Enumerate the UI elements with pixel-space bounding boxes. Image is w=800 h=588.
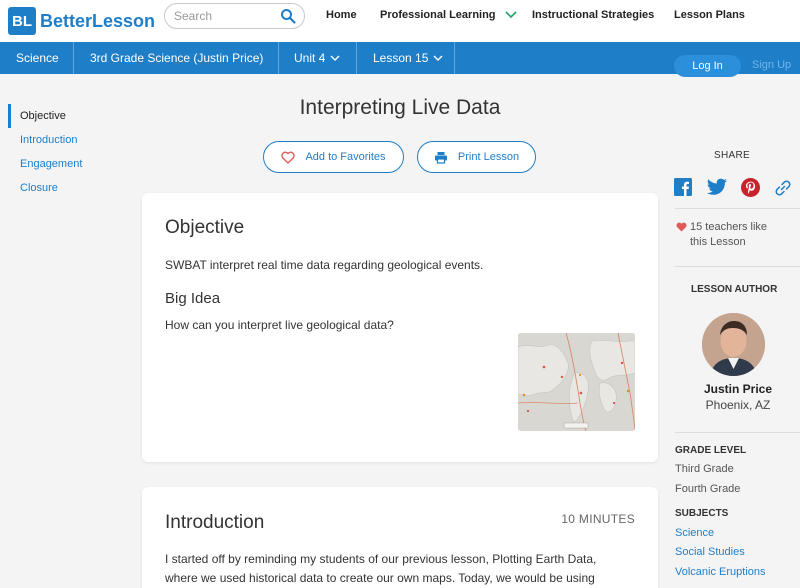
breadcrumb-course[interactable]: 3rd Grade Science (Justin Price) (90, 51, 264, 65)
big-idea-text: How can you interpret live geological data? (165, 318, 394, 332)
section-nav-closure[interactable]: Closure (20, 182, 58, 194)
lesson-author-heading: LESSON AUTHOR (691, 284, 778, 295)
share-label: SHARE (714, 150, 750, 161)
logo-mark: BL (8, 7, 36, 35)
sidebar-divider (675, 208, 800, 209)
nav-instructional-strategies[interactable]: Instructional Strategies (532, 9, 655, 21)
signup-link[interactable]: Sign Up (752, 59, 792, 71)
add-to-favorites-button[interactable] (263, 141, 404, 173)
chevron-down-icon (330, 54, 340, 62)
facebook-icon[interactable] (674, 178, 692, 196)
heart-icon (281, 151, 295, 164)
nav-professional-learning-label: Professional Learning (380, 9, 496, 21)
grade-level-heading: GRADE LEVEL (675, 445, 747, 456)
section-nav-introduction[interactable]: Introduction (20, 134, 78, 146)
subject-link[interactable]: Science (675, 527, 715, 539)
author-name[interactable]: Justin Price (703, 382, 773, 396)
introduction-card (142, 487, 658, 588)
world-map-image (518, 333, 635, 431)
section-nav (8, 104, 82, 200)
breadcrumb-lesson[interactable] (373, 42, 443, 74)
printer-icon (434, 151, 448, 164)
big-idea-heading: Big Idea (165, 290, 221, 307)
introduction-text-line-2: where we used historical data to create our own maps. Today, we would be using (165, 571, 595, 585)
objective-heading: Objective (165, 217, 245, 238)
likes-count (676, 220, 767, 250)
print-lesson-label: Print Lesson (457, 151, 520, 163)
breadcrumb-subject[interactable]: Science (16, 51, 59, 65)
breadcrumb-divider (278, 42, 279, 74)
grade-level-item: Fourth Grade (675, 483, 741, 495)
add-to-favorites-label: Add to Favorites (305, 151, 386, 163)
introduction-duration: 10 MINUTES (561, 512, 635, 526)
logo-wordmark: BetterLesson (40, 10, 156, 31)
author-location: Phoenix, AZ (705, 398, 771, 412)
chevron-down-icon (504, 10, 518, 20)
subject-link[interactable]: Social Studies (675, 546, 745, 558)
login-button[interactable]: Log In (674, 55, 741, 77)
search-icon[interactable] (280, 8, 296, 24)
breadcrumb-unit[interactable] (294, 42, 340, 74)
likes-line-2: this Lesson (690, 236, 746, 248)
nav-lesson-plans[interactable]: Lesson Plans (674, 9, 745, 21)
introduction-text-line-1: I started off by reminding my students of our previous lesson, Plotting Earth Data, (165, 552, 597, 566)
objective-card (142, 193, 658, 462)
chevron-down-icon (433, 54, 443, 62)
grade-level-item: Third Grade (675, 463, 734, 475)
introduction-heading: Introduction (165, 512, 265, 533)
breadcrumb-unit-label: Unit 4 (294, 51, 326, 65)
brand-logo[interactable] (8, 7, 155, 35)
search-input[interactable] (174, 9, 274, 23)
print-lesson-button[interactable] (417, 141, 536, 173)
breadcrumb-lesson-label: Lesson 15 (373, 51, 429, 65)
section-nav-objective[interactable]: Objective (8, 104, 82, 128)
breadcrumb-divider (356, 42, 357, 74)
author-avatar[interactable] (702, 313, 765, 376)
nav-professional-learning[interactable] (380, 0, 518, 30)
likes-line-1: 15 teachers like (690, 221, 768, 233)
objective-text: SWBAT interpret real time data regarding geological events. (165, 258, 484, 272)
lesson-thumbnail-map[interactable] (518, 333, 635, 431)
nav-home[interactable]: Home (326, 9, 357, 21)
search-box[interactable] (164, 3, 305, 29)
subject-link[interactable]: Volcanic Eruptions (675, 566, 766, 578)
author-photo (702, 313, 765, 376)
breadcrumb-divider (454, 42, 455, 74)
breadcrumb-divider (73, 42, 74, 74)
subjects-heading: SUBJECTS (675, 508, 729, 519)
section-nav-engagement[interactable]: Engagement (20, 158, 83, 170)
twitter-icon[interactable] (707, 178, 728, 196)
pinterest-icon[interactable] (741, 178, 760, 197)
sidebar-divider (675, 432, 800, 433)
link-icon[interactable] (773, 178, 793, 198)
sidebar-divider (675, 266, 800, 267)
lesson-title: Interpreting Live Data (299, 96, 501, 119)
